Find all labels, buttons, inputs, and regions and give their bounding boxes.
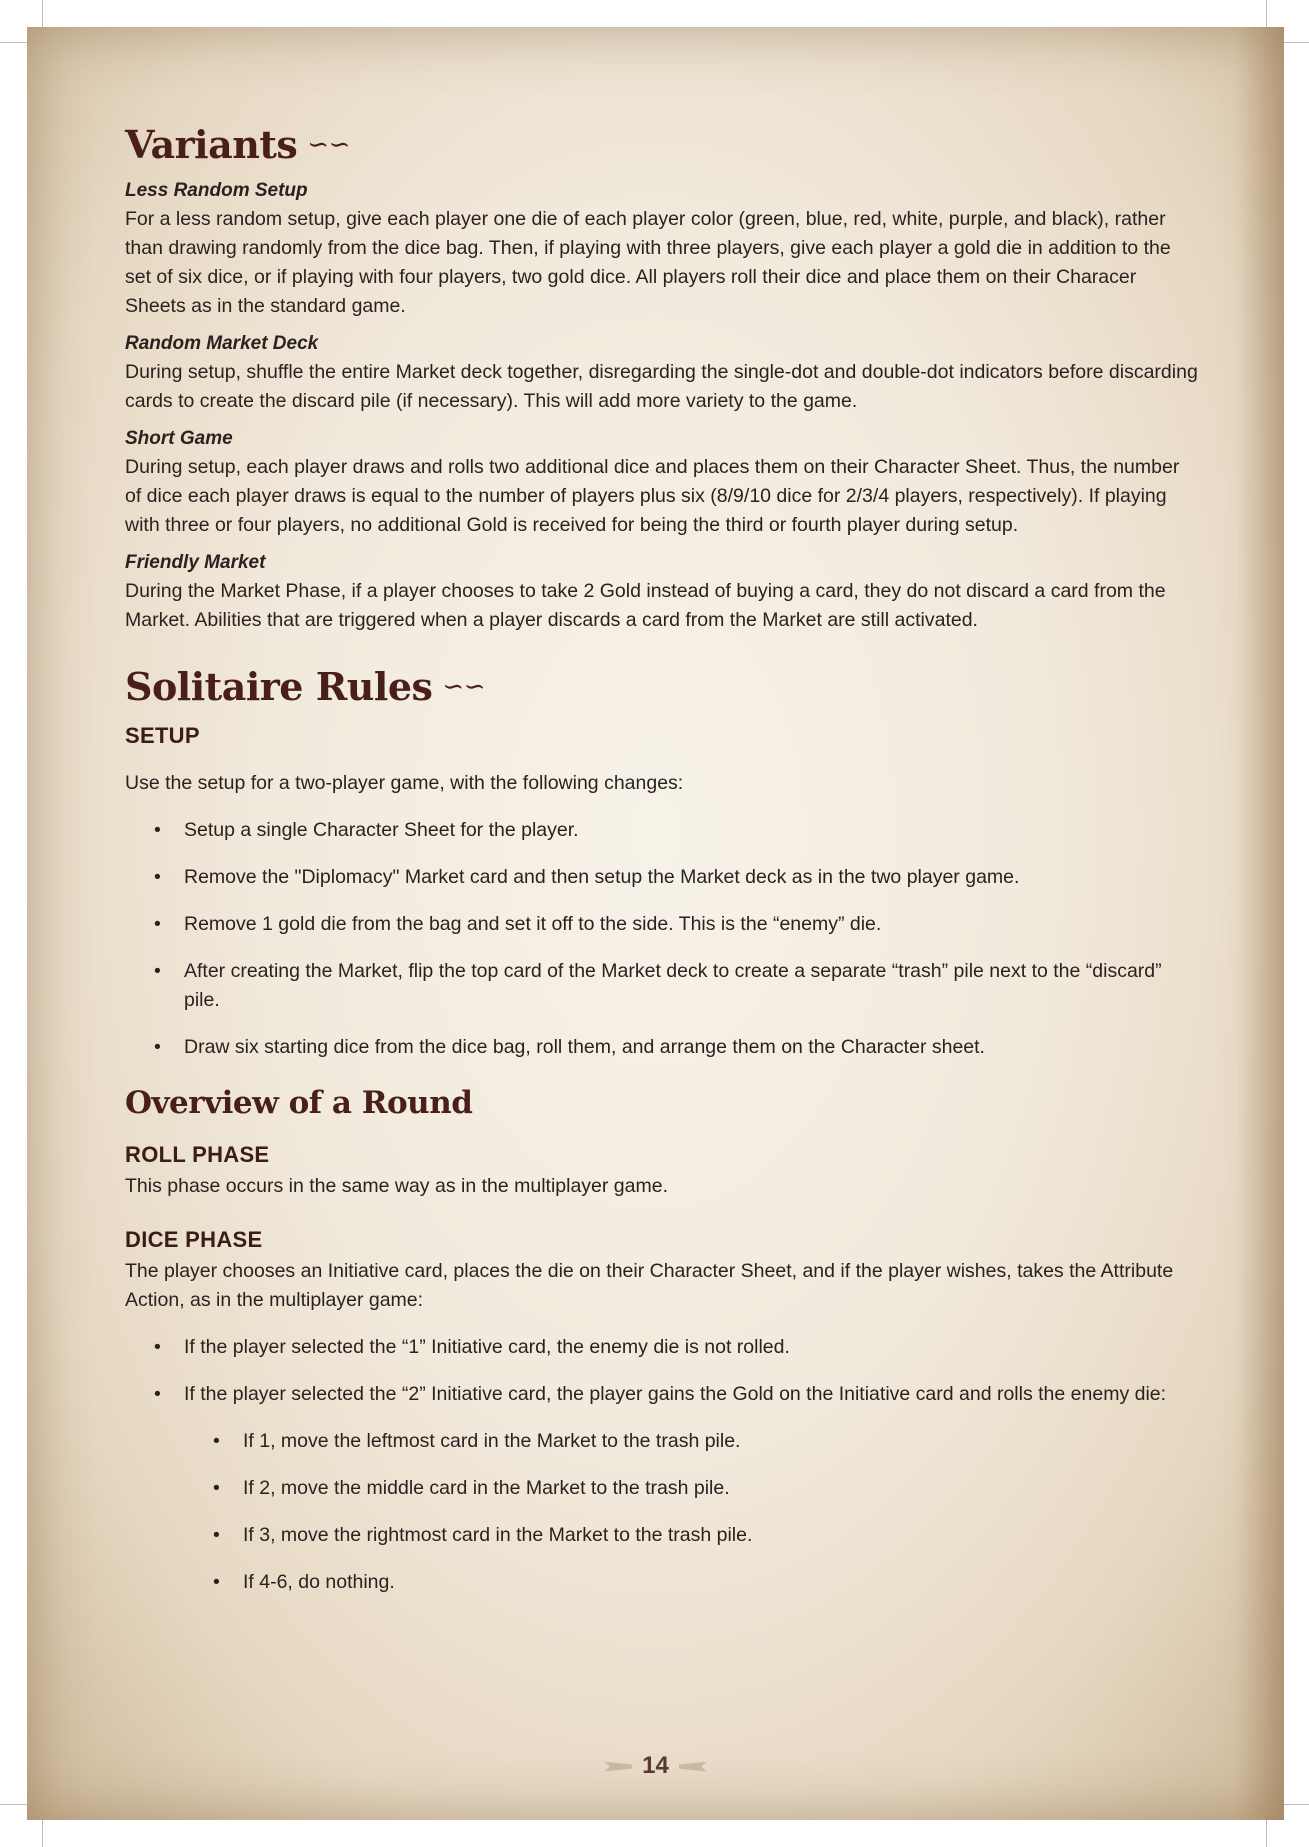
dice-phase-heading: DICE PHASE [125,1227,263,1252]
dice-phase-text: The player chooses an Initiative card, places the die on their Character Sheet, and if the player wishes, takes the Attribute Action, as in the multiplayer game: [125,1260,1174,1311]
list-item-text: Remove the "Diplomacy" Market card and then setup the Market deck as in the two player game. [184,866,1020,888]
bullet-icon: • [213,1571,220,1593]
list-item-text: Setup a single Character Sheet for the player. [184,819,579,841]
bullet-icon: • [154,1383,161,1405]
setup-heading: SETUP [125,723,200,748]
less-random-heading: Less Random Setup [125,180,308,201]
crop-mark [1282,1804,1309,1805]
list-item [125,910,1200,939]
bullet-icon: • [213,1477,220,1499]
less-random-text: For a less random setup, give each player one die of each player color (green, blue, red, white, purple, and black), rather than drawing randomly from the dice bag. Then, if playing with three players, give each player a gold die in addition to the set of six dice, or if playing with four players, two gold dice. All players roll their dice and place them on their Characer Sheets as in the standard game. [125,208,1171,317]
bullet-icon: • [154,960,161,982]
page-content [125,119,1200,1615]
short-game-text: During setup, each player draws and rolls two additional dice and places them on their Character Sheet. Thus, the number of dice each player draws is equal to the number of players plus six (8/9/10 dice for 2/3/4 players, respectively). If playing with three or four players, no additional Gold is received for being the third or fourth player during setup. [125,456,1180,536]
solitaire-title-text: Solitaire Rules [125,664,433,709]
list-item-text: Remove 1 gold die from the bag and set it off to the side. This is the “enemy” die. [184,913,882,935]
list-item-text: Draw six starting dice from the dice bag, roll them, and arrange them on the Character sheet. [184,1036,985,1058]
bullet-icon: • [154,1336,161,1358]
bullet-icon: • [154,1036,161,1058]
list-item-text: After creating the Market, flip the top card of the Market deck to create a separate “trash” pile next to the “discard” pile. [184,960,1162,1011]
friendly-market-section [125,548,1200,635]
list-item-text: If 2, move the middle card in the Market to the trash pile. [243,1477,730,1499]
crop-mark [0,42,27,43]
page-edge-texture [1236,27,1284,1820]
roll-phase-text: This phase occurs in the same way as in the multiplayer game. [125,1175,669,1197]
solitaire-title [125,661,1200,713]
random-market-text: During setup, shuffle the entire Market deck together, disregarding the single-dot and double-dot indicators before discarding cards to create the discard pile (if necessary). This will add more variety to the game. [125,361,1198,412]
list-item [125,1427,1200,1456]
list-item [125,1033,1200,1062]
list-item [125,1474,1200,1503]
friendly-market-heading: Friendly Market [125,552,266,573]
short-game-section [125,424,1200,540]
list-item [125,1568,1200,1597]
list-item [125,863,1200,892]
variants-title-text: Variants [125,122,298,167]
list-item-text: If 1, move the leftmost card in the Market to the trash pile. [243,1430,741,1452]
flourish-icon: ∽∽ [442,672,485,702]
flourish-icon: ∽∽ [307,130,350,160]
less-random-setup-section [125,176,1200,321]
bullet-icon: • [154,913,161,935]
roll-phase-heading: ROLL PHASE [125,1142,270,1167]
list-item [125,816,1200,845]
list-item-text: If 3, move the rightmost card in the Market to the trash pile. [243,1524,753,1546]
list-item [125,1521,1200,1550]
short-game-heading: Short Game [125,428,233,449]
crop-mark [1266,0,1267,27]
left-ornament-icon [604,1762,632,1772]
page-number-text: 14 [642,1752,669,1779]
bullet-icon: • [154,819,161,841]
crop-mark [1282,42,1309,43]
crop-mark [42,0,43,27]
dice-phase-list [125,1333,1200,1409]
right-ornament-icon [679,1762,707,1772]
setup-list [125,816,1200,1062]
list-item-text: If the player selected the “2” Initiative card, the player gains the Gold on the Initiative card and rolls the enemy die: [184,1383,1167,1405]
bullet-icon: • [213,1524,220,1546]
random-market-heading: Random Market Deck [125,333,319,354]
parchment-page [27,27,1284,1820]
page-number [27,1752,1284,1780]
crop-mark [0,1804,27,1805]
list-item-text: If the player selected the “1” Initiative card, the enemy die is not rolled. [184,1336,790,1358]
enemy-die-results-list [125,1427,1200,1597]
crop-mark [42,1820,43,1847]
list-item-text: If 4-6, do nothing. [243,1571,395,1593]
bullet-icon: • [213,1430,220,1452]
setup-intro: Use the setup for a two-player game, with the following changes: [125,772,684,794]
crop-mark [1266,1820,1267,1847]
list-item [125,1380,1200,1409]
overview-title: Overview of a Round [125,1085,473,1121]
bullet-icon: • [154,866,161,888]
random-market-section [125,329,1200,416]
friendly-market-text: During the Market Phase, if a player chooses to take 2 Gold instead of buying a card, they do not discard a card from the Market. Abilities that are triggered when a player discards a card from the Market are still activated. [125,580,1166,631]
variants-title [125,119,1200,171]
list-item [125,1333,1200,1362]
list-item [125,957,1200,1015]
